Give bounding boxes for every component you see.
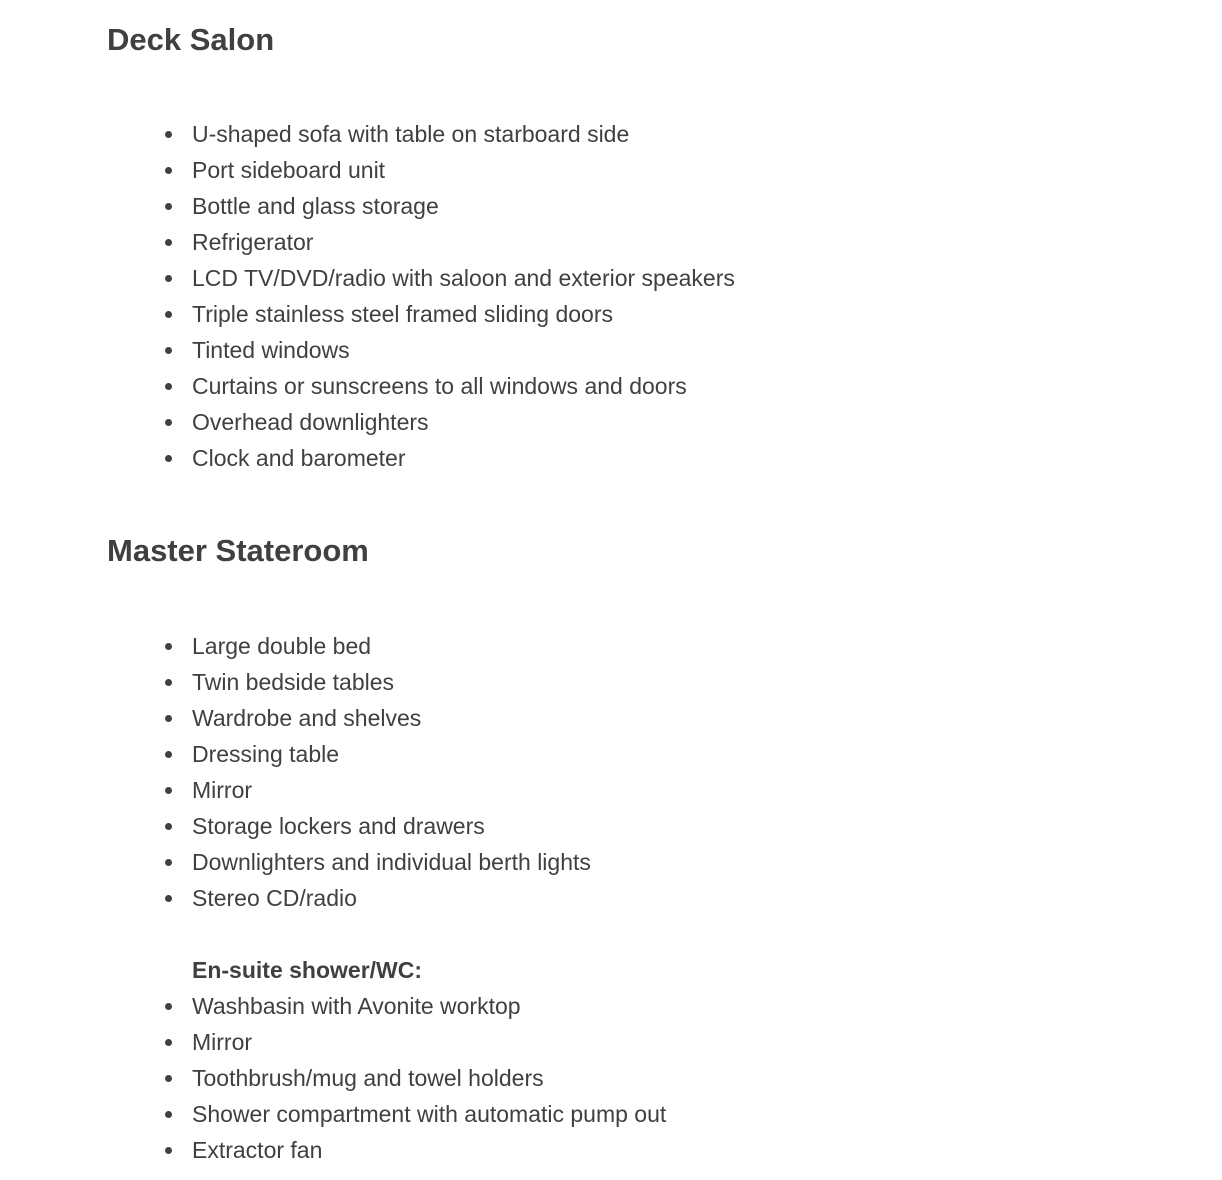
list-item <box>0 1132 666 1168</box>
list-item-text: Toothbrush/mug and towel holders <box>192 1065 544 1091</box>
bullet-icon <box>165 1111 172 1118</box>
list-item <box>0 628 591 664</box>
list-item <box>0 332 735 368</box>
list-item <box>0 296 735 332</box>
list-item-text: Large double bed <box>192 633 372 659</box>
deck-salon-heading: Deck Salon <box>107 22 275 57</box>
bullet-icon <box>165 311 172 318</box>
master-stateroom-heading: Master Stateroom <box>107 533 369 568</box>
bullet-icon <box>165 715 172 722</box>
list-item-text: Mirror <box>192 1029 253 1055</box>
list-item <box>0 880 591 916</box>
bullet-icon <box>165 895 172 902</box>
bullet-icon <box>165 787 172 794</box>
list-item-text: Dressing table <box>192 741 340 767</box>
list-item-text: Mirror <box>192 777 253 803</box>
list-item <box>0 700 591 736</box>
bullet-icon <box>165 859 172 866</box>
bullet-icon <box>165 131 172 138</box>
list-item <box>0 116 735 152</box>
list-item-text: Overhead downlighters <box>192 409 429 435</box>
list-item-text: Clock and barometer <box>192 445 406 471</box>
bullet-icon <box>165 203 172 210</box>
list-item-text: Tinted windows <box>192 337 350 363</box>
bullet-icon <box>165 1147 172 1154</box>
list-item-text: U-shaped sofa with table on starboard side <box>192 121 630 147</box>
list-item <box>0 1096 666 1132</box>
list-item <box>0 368 735 404</box>
list-item <box>0 808 591 844</box>
bullet-icon <box>165 1003 172 1010</box>
list-item-text: Triple stainless steel framed sliding doors <box>192 301 613 327</box>
list-item-text: Twin bedside tables <box>192 669 395 695</box>
bullet-icon <box>165 239 172 246</box>
bullet-icon <box>165 1075 172 1082</box>
bullet-icon <box>165 383 172 390</box>
ensuite-subheading: En-suite shower/WC: <box>192 957 423 983</box>
list-item <box>0 440 735 476</box>
list-item-text: Extractor fan <box>192 1137 323 1163</box>
list-item-text: Port sideboard unit <box>192 157 386 183</box>
bullet-icon <box>165 823 172 830</box>
list-item-text: Refrigerator <box>192 229 314 255</box>
list-item <box>0 772 591 808</box>
list-item <box>0 844 591 880</box>
bullet-icon <box>165 347 172 354</box>
list-item-text: Bottle and glass storage <box>192 193 439 219</box>
list-item <box>0 988 666 1024</box>
list-item <box>0 188 735 224</box>
deck-salon-list <box>0 116 735 476</box>
list-item <box>0 664 591 700</box>
list-item-text: Downlighters and individual berth lights <box>192 849 591 875</box>
list-item <box>0 404 735 440</box>
list-item <box>0 736 591 772</box>
list-item <box>0 152 735 188</box>
list-item <box>0 260 735 296</box>
bullet-icon <box>165 455 172 462</box>
bullet-icon <box>165 275 172 282</box>
list-item-text: LCD TV/DVD/radio with saloon and exterior speakers <box>192 265 735 291</box>
bullet-icon <box>165 1039 172 1046</box>
list-item-text: Stereo CD/radio <box>192 885 357 911</box>
list-item-text: Curtains or sunscreens to all windows and doors <box>192 373 687 399</box>
bullet-icon <box>165 643 172 650</box>
list-item-text: Storage lockers and drawers <box>192 813 485 839</box>
master-stateroom-list <box>0 628 591 916</box>
list-item-text: Shower compartment with automatic pump out <box>192 1101 667 1127</box>
list-item <box>0 1060 666 1096</box>
bullet-icon <box>165 419 172 426</box>
bullet-icon <box>165 167 172 174</box>
bullet-icon <box>165 679 172 686</box>
list-item-text: Washbasin with Avonite worktop <box>192 993 521 1019</box>
list-item <box>0 224 735 260</box>
list-item-text: Wardrobe and shelves <box>192 705 422 731</box>
list-item <box>0 1024 666 1060</box>
ensuite-list <box>0 988 666 1168</box>
bullet-icon <box>165 751 172 758</box>
